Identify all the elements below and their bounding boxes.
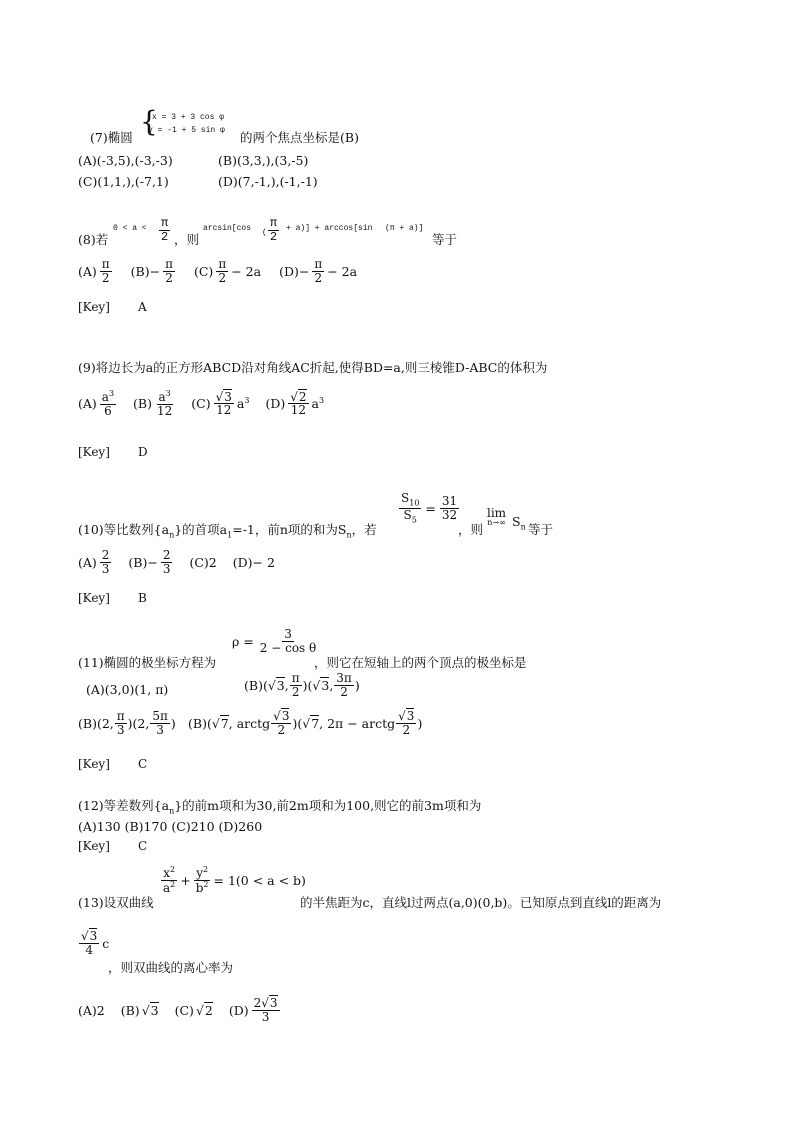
q10-tail: 等于 bbox=[528, 522, 554, 537]
q9-option-a-label: (A) bbox=[78, 396, 97, 412]
q11-key-label: [Key] bbox=[78, 757, 110, 771]
q7-option-d: (D)(7,-1,),(-1,-1) bbox=[218, 174, 318, 189]
q11-equation: ρ = $\frac{3}{\text{2 − cos θ}}$ bbox=[232, 627, 317, 655]
q10-option-c: (C)2 bbox=[189, 554, 217, 570]
q12-text: (12)等差数列$\{a_n\}$的前m项和为30,前2m项和为100,则它的前3m项和为 bbox=[78, 798, 482, 816]
q13-option-d-label: (D) bbox=[228, 1002, 249, 1018]
q8-key-label: [Key] bbox=[78, 300, 110, 314]
q7-system-line1: x = 3 + 3 cos φ bbox=[152, 113, 225, 122]
q13-option-b-label: (B) bbox=[120, 1002, 140, 1018]
q7-option-a: (A)(-3,5),(-3,-3) bbox=[78, 153, 173, 168]
q13-text3: ，则双曲线的离心率为 bbox=[108, 960, 234, 975]
q11-text2: ，则它在短轴上的两个顶点的极坐标是 bbox=[314, 655, 527, 670]
q7-num: (7)椭圆 bbox=[90, 130, 133, 145]
q10-option-a-label: (A) bbox=[78, 554, 97, 570]
q12-key-answer: C bbox=[138, 839, 148, 853]
q8-option-d-label: (D)− bbox=[279, 263, 310, 279]
q9-option-c-label: (C) bbox=[191, 396, 211, 412]
q7-option-c: (C)(1,1,),(-7,1) bbox=[78, 174, 169, 189]
q13-text1: (13)设双曲线 bbox=[78, 895, 154, 910]
q13-distance: $\frac{√3}{4}$ c bbox=[81, 929, 110, 957]
q12-key-label: [Key] bbox=[78, 839, 110, 853]
q8-tail: 等于 bbox=[432, 232, 458, 247]
q12-options: (A)130 (B)170 (C)210 (D)260 bbox=[78, 819, 263, 834]
q9-key-label: [Key] bbox=[78, 445, 110, 459]
q11-option-c: (B)(2, $\frac{\pi}{3}$ )(2, $\frac{5\pi}{3}$ ) bbox=[78, 709, 176, 737]
q8-expr1: arcsin[cos bbox=[203, 224, 252, 233]
q7-system-line2: y = -1 + 5 sin φ bbox=[148, 126, 225, 135]
q11-option-d: (B)( √7, arctg $\frac{√3}{2}$ )( √7, 2π − arctg $\frac{√3}{2}$ ) bbox=[188, 709, 423, 737]
q8-option-b-label: (B)− bbox=[130, 263, 161, 279]
q9-key-answer: D bbox=[138, 445, 148, 459]
q10-option-b-label: (B)− bbox=[128, 554, 158, 570]
q8-expr3: (π + a)] bbox=[385, 224, 424, 233]
q13-options: (A)2 (B) √3 (C) √2 (D) $\frac{2√3}{3}$ bbox=[78, 996, 278, 1024]
q11-key-answer: C bbox=[138, 757, 148, 771]
q10-ratio: $\frac{S_{10}}{S_5}$ = $\frac{31}{32}$ bbox=[401, 491, 458, 525]
q8-key-answer: A bbox=[138, 300, 147, 314]
q11-option-a: (A)(3,0)(1, π) bbox=[86, 682, 169, 697]
q8-condition: 0 < a < bbox=[113, 224, 147, 233]
q13-equation: $\frac{x^2}{a^2}$ + $\frac{y^2}{b^2}$ = 1(0 < a < b) bbox=[163, 865, 306, 895]
q11-text1: (11)椭圆的极坐标方程为 bbox=[78, 655, 217, 670]
q10-options: (A) $\frac{2}{3}$ (B)− $\frac{2}{3}$ (C)2 (D)− 2 bbox=[78, 548, 275, 576]
q8-options: (A) $\frac{\pi}{2}$ (B)− $\frac{\pi}{2}$ (C) $\frac{\pi}{2}$ − 2a (D)− $\frac{\pi}{2}$ − 2a bbox=[78, 257, 358, 285]
q8-expr-frac: ( $\frac{\pi}{2}$ bbox=[262, 216, 278, 244]
q8-option-c-label: (C) bbox=[193, 263, 214, 279]
q7-option-b: (B)(3,3,),(3,-5) bbox=[218, 153, 309, 168]
q10-text: (10)等比数列$\{a_n\}$的首项$a_1=-1$，前n项的和为$S_n$，若 bbox=[78, 522, 377, 540]
q10-sn: $S_n$ bbox=[512, 514, 526, 532]
q13-text2: 的半焦距为c，直线l过两点(a,0)(0,b)。已知原点到直线l的距离为 bbox=[300, 895, 662, 910]
q13-option-a: (A)2 bbox=[78, 1002, 105, 1018]
q9-option-d-label: (D) bbox=[265, 396, 286, 412]
q8-mid: ，则 bbox=[174, 232, 200, 247]
q10-key-answer: B bbox=[138, 591, 147, 605]
q10-key-label: [Key] bbox=[78, 591, 110, 605]
q8-option-a-label: (A) bbox=[78, 263, 97, 279]
brace-icon: { bbox=[140, 105, 158, 138]
q11-option-b: (B)( √3, $\frac{\pi}{2}$ )( √3, $\frac{3\pi}{2}$ ) bbox=[244, 671, 360, 699]
q8-expr2: + a)] + arccos[sin bbox=[286, 224, 373, 233]
q9-options: (A) $\frac{a^3}{6}$ (B) $\frac{a^3}{12}$ (C) $\frac{√3}{12}$ $a^3$ (D) $\frac{√2}{12}$ $a^3$ bbox=[78, 389, 325, 418]
q10-limit: lim n→∞ bbox=[487, 506, 507, 527]
q10-then: ，则 bbox=[458, 522, 484, 537]
q8-lead: (8)若 bbox=[78, 232, 109, 247]
q8-cond-frac: $\frac{\pi}{2}$ bbox=[161, 216, 169, 244]
q7-tail: 的两个焦点坐标是(B) bbox=[240, 130, 359, 145]
q13-option-c-label: (C) bbox=[174, 1002, 194, 1018]
q10-option-d: (D)− 2 bbox=[232, 554, 275, 570]
q9-text: (9)将边长为a的正方形ABCD沿对角线AC折起,使得BD=a,则三棱锥D-ABC的体积为 bbox=[78, 360, 548, 375]
q9-option-b-label: (B) bbox=[133, 396, 152, 412]
